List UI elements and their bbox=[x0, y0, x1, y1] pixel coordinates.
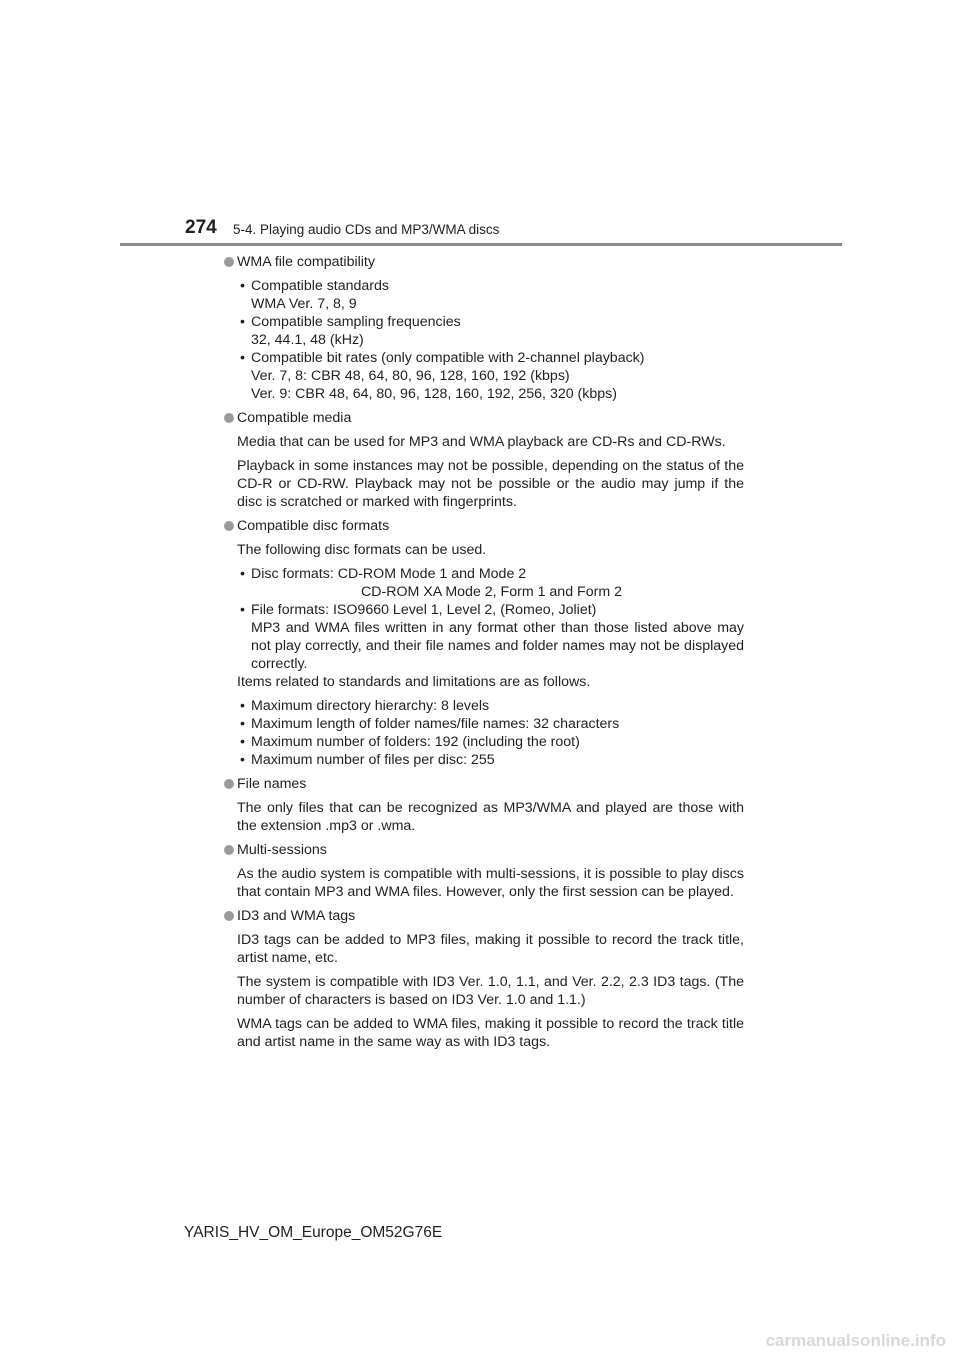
bullet-list bbox=[237, 697, 744, 769]
watermark: carmanualsonline.info bbox=[765, 1331, 946, 1350]
bullet-dot-icon bbox=[224, 257, 234, 267]
bullet-list bbox=[237, 565, 744, 673]
list-item: • Compatible standards WMA Ver. 7, 8, 9 bbox=[240, 278, 390, 312]
bullet-dot-icon bbox=[224, 413, 234, 423]
section-heading: Multi-sessions bbox=[221, 841, 744, 859]
list-item: • File formats: ISO9660 Level 1, Level 2, (Romeo, Joliet) MP3 and WMA files written in any format other than those listed above may not play correctly, and their file names and folder names may not be displayed correctly. bbox=[240, 602, 744, 672]
paragraph: Playback in some instances may not be possible, depending on the status of the CD-R or CD-RW. Playback may not be possible or the audio may jump if the disc is scratched or marked with fingerprints. bbox=[237, 458, 744, 510]
section-heading: Compatible disc formats bbox=[221, 517, 744, 535]
list-item: • Maximum number of files per disc: 255 bbox=[240, 752, 495, 768]
paragraph: The only files that can be recognized as MP3/WMA and played are those with the extension .mp3 or .wma. bbox=[237, 800, 744, 834]
section-id3-wma-tags bbox=[221, 907, 744, 1051]
section-title: 5-4. Playing audio CDs and MP3/WMA discs bbox=[233, 222, 500, 237]
section-heading: WMA file compatibility bbox=[221, 253, 744, 271]
page-number: 274 bbox=[185, 217, 217, 238]
list-bullet-icon: • bbox=[240, 314, 245, 330]
list-item: • Maximum length of folder names/file names: 32 characters bbox=[240, 716, 620, 732]
section-disc-formats bbox=[221, 517, 744, 769]
paragraph: WMA tags can be added to WMA files, making it possible to record the track title and artist name in the same way as with ID3 tags. bbox=[237, 1016, 744, 1050]
bullet-list bbox=[237, 277, 744, 403]
bullet-dot-icon bbox=[224, 521, 234, 531]
paragraph: Items related to standards and limitations are as follows. bbox=[237, 674, 591, 690]
list-bullet-icon: • bbox=[240, 350, 245, 366]
list-item: • Compatible sampling frequencies 32, 44.1, 48 (kHz) bbox=[240, 314, 461, 348]
bullet-dot-icon bbox=[224, 779, 234, 789]
list-bullet-icon: • bbox=[240, 602, 245, 618]
section-heading: Compatible media bbox=[221, 409, 744, 427]
footer-doc-code: YARIS_HV_OM_Europe_OM52G76E bbox=[184, 1224, 443, 1241]
paragraph: The following disc formats can be used. bbox=[237, 542, 487, 558]
list-bullet-icon: • bbox=[240, 566, 245, 582]
page-content bbox=[221, 253, 744, 1057]
list-item: • Maximum number of folders: 192 (including the root) bbox=[240, 734, 580, 750]
paragraph: Media that can be used for MP3 and WMA playback are CD-Rs and CD-RWs. bbox=[237, 434, 726, 450]
section-heading: ID3 and WMA tags bbox=[221, 907, 744, 925]
section-wma-compatibility bbox=[221, 253, 744, 403]
section-multi-sessions bbox=[221, 841, 744, 901]
paragraph: As the audio system is compatible with multi-sessions, it is possible to play discs that contain MP3 and WMA files. However, only the first session can be played. bbox=[237, 866, 744, 900]
paragraph: The system is compatible with ID3 Ver. 1.0, 1.1, and Ver. 2.2, 2.3 ID3 tags. (The number of characters is based on ID3 Ver. 1.0 and 1.1.) bbox=[237, 974, 744, 1008]
list-bullet-icon: • bbox=[240, 698, 245, 714]
section-file-names bbox=[221, 775, 744, 835]
section-compatible-media bbox=[221, 409, 744, 511]
list-bullet-icon: • bbox=[240, 716, 245, 732]
header-divider bbox=[120, 243, 842, 246]
bullet-dot-icon bbox=[224, 845, 234, 855]
list-bullet-icon: • bbox=[240, 752, 245, 768]
list-bullet-icon: • bbox=[240, 278, 245, 294]
list-bullet-icon: • bbox=[240, 734, 245, 750]
bullet-dot-icon bbox=[224, 911, 234, 921]
list-item: • Disc formats: CD-ROM Mode 1 and Mode 2 CD-ROM XA Mode 2, Form 1 and Form 2 bbox=[240, 566, 622, 600]
list-item: • Maximum directory hierarchy: 8 levels bbox=[240, 698, 490, 714]
section-heading: File names bbox=[221, 775, 744, 793]
list-item: • Compatible bit rates (only compatible with 2-channel playback) Ver. 7, 8: CBR 48, 64, 80, 96, 128, 160, 192 (kbps) Ver. 9: CBR 48, 64, 80, 96, 128, 160, 192, 256, 320 (kbps) bbox=[240, 350, 645, 402]
paragraph: ID3 tags can be added to MP3 files, making it possible to record the track title, artist name, etc. bbox=[237, 932, 744, 966]
